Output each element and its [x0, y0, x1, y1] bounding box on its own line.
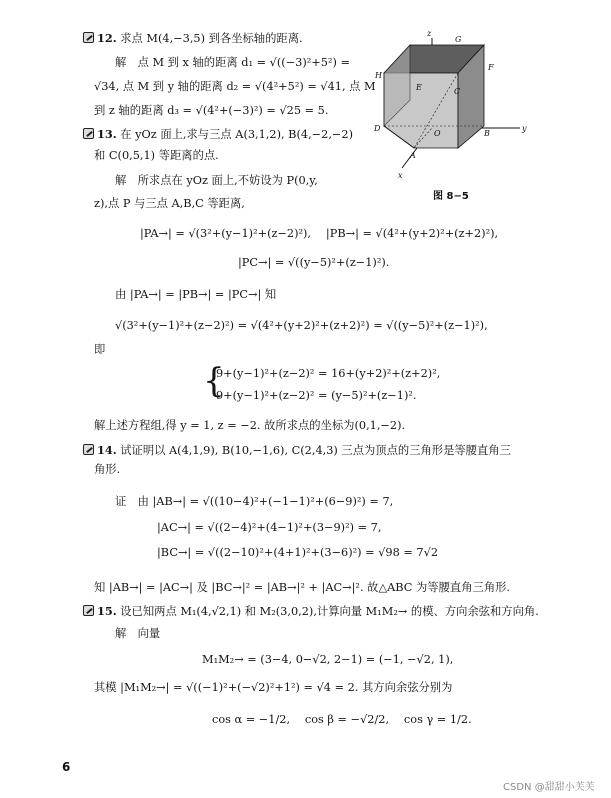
- problem-number: 14.: [97, 443, 117, 457]
- label-b: B: [484, 129, 490, 138]
- problem-number: 12.: [97, 31, 117, 45]
- problem-number: 15.: [97, 604, 117, 618]
- problem-14-question: [83, 442, 511, 459]
- label-c: C: [454, 87, 461, 96]
- label-a: A: [410, 151, 416, 160]
- p12-solution-line-1: 解 点 M 到 x 轴的距离 d₁ = √((−3)²+5²) =: [115, 56, 350, 69]
- label-o: O: [434, 129, 441, 138]
- pen-icon: [83, 444, 94, 455]
- p15-vector: M₁M₂→ = (3−4, 0−√2, 2−1) = (−1, −√2, 1),: [202, 653, 454, 666]
- p13-solution-line-1: 解 所求点在 yOz 面上,不妨设为 P(0,y,: [115, 174, 318, 187]
- p14-eq-ac: |AC→| = √((2−4)²+(4−1)²+(3−9)²) = 7,: [157, 521, 382, 534]
- p12-solution-line-2: √34, 点 M 到 y 轴的距离 d₂ = √(4²+5²) = √41, 点 M: [94, 80, 376, 93]
- label-x: x: [398, 171, 403, 180]
- p14-eq-bc: |BC→| = √((2−10)²+(4+1)²+(3−6)²) = √98 = 7√2: [157, 546, 439, 559]
- label-y: y: [522, 124, 527, 133]
- pen-icon: [83, 32, 94, 43]
- p15-direction-cosines: cos α = −1/2, cos β = −√2/2, cos γ = 1/2.: [212, 713, 472, 726]
- p13-eq-pa-pb: |PA→| = √(3²+(y−1)²+(z−2)²), |PB→| = √(4²+(y+2)²+(z+2)²),: [140, 227, 499, 240]
- label-z: z: [427, 29, 432, 38]
- figure-caption: 图 8−5: [433, 191, 469, 202]
- p12-solution-line-3: 到 z 轴的距离 d₃ = √(4²+(−3)²) = √25 = 5.: [94, 104, 329, 117]
- p14-question-line-2: 角形.: [94, 463, 121, 476]
- p13-eq-pc: |PC→| = √((y−5)²+(z−1)²).: [238, 256, 390, 269]
- pen-icon: [83, 128, 94, 139]
- page-number: 6: [62, 760, 71, 774]
- question-text: 在 yOz 面上,求与三点 A(3,1,2), B(4,−2,−2): [120, 128, 353, 141]
- p15-modulus: 其模 |M₁M₂→| = √((−1)²+(−√2)²+1²) = √4 = 2. 其方向余弦分别为: [94, 681, 453, 694]
- label-e: E: [416, 83, 422, 92]
- p13-eq-combined: √(3²+(y−1)²+(z−2)²) = √(4²+(y+2)²+(z+2)²) = √((y−5)²+(z−1)²),: [115, 319, 488, 332]
- system-brace: {: [203, 361, 225, 401]
- label-f: F: [488, 63, 494, 72]
- question-text: 设已知两点 M₁(4,√2,1) 和 M₂(3,0,2),计算向量 M₁M₂→ 的模、方向余弦和方向角.: [120, 605, 539, 618]
- p13-eq-condition: 由 |PA→| = |PB→| = |PC→| 知: [115, 288, 277, 301]
- p13-ji: 即: [94, 343, 106, 356]
- label-d: D: [374, 124, 381, 133]
- watermark: CSDN @甜甜小芙芙: [503, 782, 595, 793]
- figure-8-5-box-diagram: [372, 28, 532, 198]
- p15-solution-line-1: 解 向量: [115, 627, 161, 640]
- p14-conclusion: 知 |AB→| = |AC→| 及 |BC→|² = |AB→|² + |AC→|². 故△ABC 为等腰直角三角形.: [94, 581, 511, 594]
- pen-icon: [83, 605, 94, 616]
- label-g: G: [455, 35, 462, 44]
- problem-15-question: [83, 603, 539, 620]
- p13-question-line-2: 和 C(0,5,1) 等距离的点.: [94, 149, 219, 162]
- problem-number: 13.: [97, 127, 117, 141]
- label-h: H: [375, 71, 382, 80]
- question-text: 试证明以 A(4,1,9), B(10,−1,6), C(2,4,3) 三点为顶点的三角形是等腰直角三: [120, 444, 511, 457]
- p13-system-eq-2: 9+(y−1)²+(z−2)² = (y−5)²+(z−1)².: [216, 389, 417, 402]
- p13-system-eq-1: 9+(y−1)²+(z−2)² = 16+(y+2)²+(z+2)²,: [216, 367, 441, 380]
- problem-13-question: [83, 126, 353, 143]
- question-text: 求点 M(4,−3,5) 到各坐标轴的距离.: [120, 32, 303, 45]
- p13-answer: 解上述方程组,得 y = 1, z = −2. 故所求点的坐标为(0,1,−2).: [94, 419, 406, 432]
- p13-solution-line-2: z),点 P 与三点 A,B,C 等距离,: [94, 197, 245, 210]
- p14-eq-ab: 证 由 |AB→| = √((10−4)²+(−1−1)²+(6−9)²) = 7,: [115, 495, 394, 508]
- problem-12-question: [83, 30, 303, 47]
